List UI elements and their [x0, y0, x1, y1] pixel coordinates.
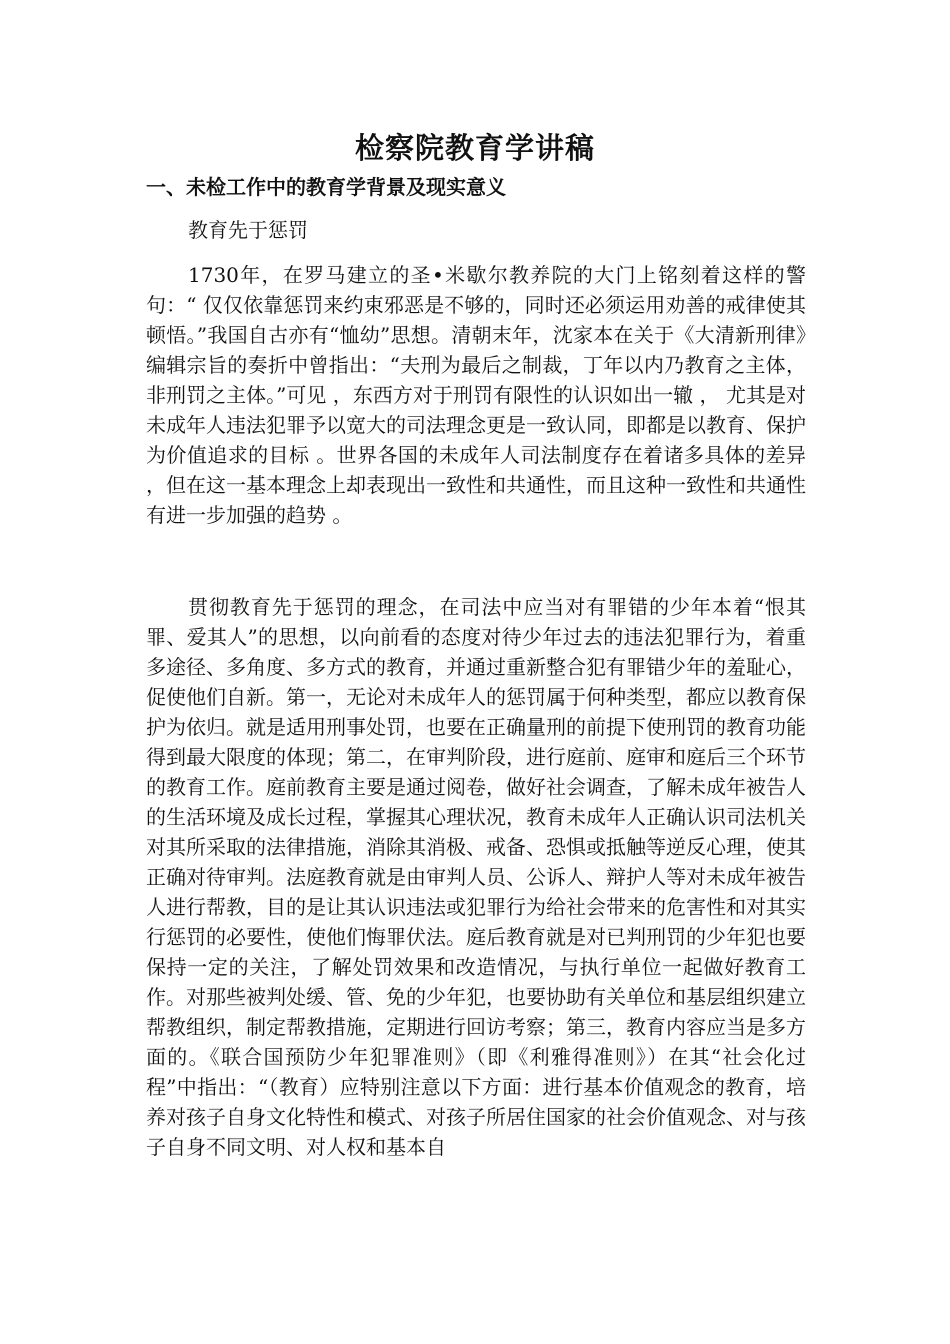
paragraph-2: 贯彻教育先于惩罚的理念，在司法中应当对有罪错的少年本着“恨其罪、爱其人”的思想，以向前看的态度对待少年过去的违法犯罪行为，着重多途径、多角度、多方式的教育，并通过重新整合犯有罪错少年的羞耻心，促使他们自新。第一，无论对未成年人的惩罚属于何种类型，都应以教育保护为依归。就是适用刑事处罚，也要在正确量刑的前提下使刑罚的教育功能得到最大限度的体现；第二，在审判阶段，进行庭前、庭审和庭后三个环节的教育工作。庭前教育主要是通过阅卷，做好社会调查，了解未成年被告人的生活环境及成长过程，掌握其心理状况，教育未成年人正确认识司法机关对其所采取的法律措施，消除其消极、戒备、恐惧或抵触等逆反心理，使其正确对待审判。法庭教育就是由审判人员、公诉人、辩护人等对未成年被告人进行帮教，目的是让其认识违法或犯罪行为给社会带来的危害性和对其实行惩罚的必要性，使他们悔罪伏法。庭后教育就是对已判刑罚的少年犯也要保持一定的关注，了解处罚效果和改造情况，与执行单位一起做好教育工作。对那些被判处缓、管、免的少年犯，也要协助有关单位和基层组织建立帮教组织，制定帮教措施，定期进行回访考察；第三，教育内容应当是多方面的。《联合国预防少年犯罪准则》（即《利雅得准则》）在其“社会化过程”中指出：“（教育）应特别注意以下方面：进行基本价值观念的教育，培养对孩子自身文化特性和模式、对孩子所居住国家的社会价值观念、对与孩子自身不同文明、对人权和基本自	[146, 595, 806, 1159]
document-title: 检察院教育学讲稿	[354, 131, 595, 165]
paragraph-1: 1730年，在罗马建立的圣•米歇尔教养院的大门上铭刻着这样的警句：“ 仅仅依靠惩罚来约束邪恶是不够的，同时还必须运用劝善的戒律使其顿悟。”我国自古亦有“恤幼”思想。清朝末年，沈家本在关于《大清新刑律》编辑宗旨的奏折中曾指出：“夫刑为最后之制裁，丁年以内乃教育之主体，非刑罚之主体。”可见 ，东西方对于刑罚有限性的认识如出一辙 ， 尤其是对未成年人违法犯罪予以宽大的司法理念更是一致认同，即都是以教育、保护为价值追求的目标 。世界各国的未成年人司法制度存在着诸多具体的差异 ，但在这一基本理念上却表现出一致性和共通性，而且这种一致性和共通性有进一步加强的趋势 。	[146, 263, 806, 527]
sub-heading: 教育先于惩罚	[188, 218, 308, 242]
section-heading: 一、未检工作中的教育学背景及现实意义	[146, 175, 506, 199]
